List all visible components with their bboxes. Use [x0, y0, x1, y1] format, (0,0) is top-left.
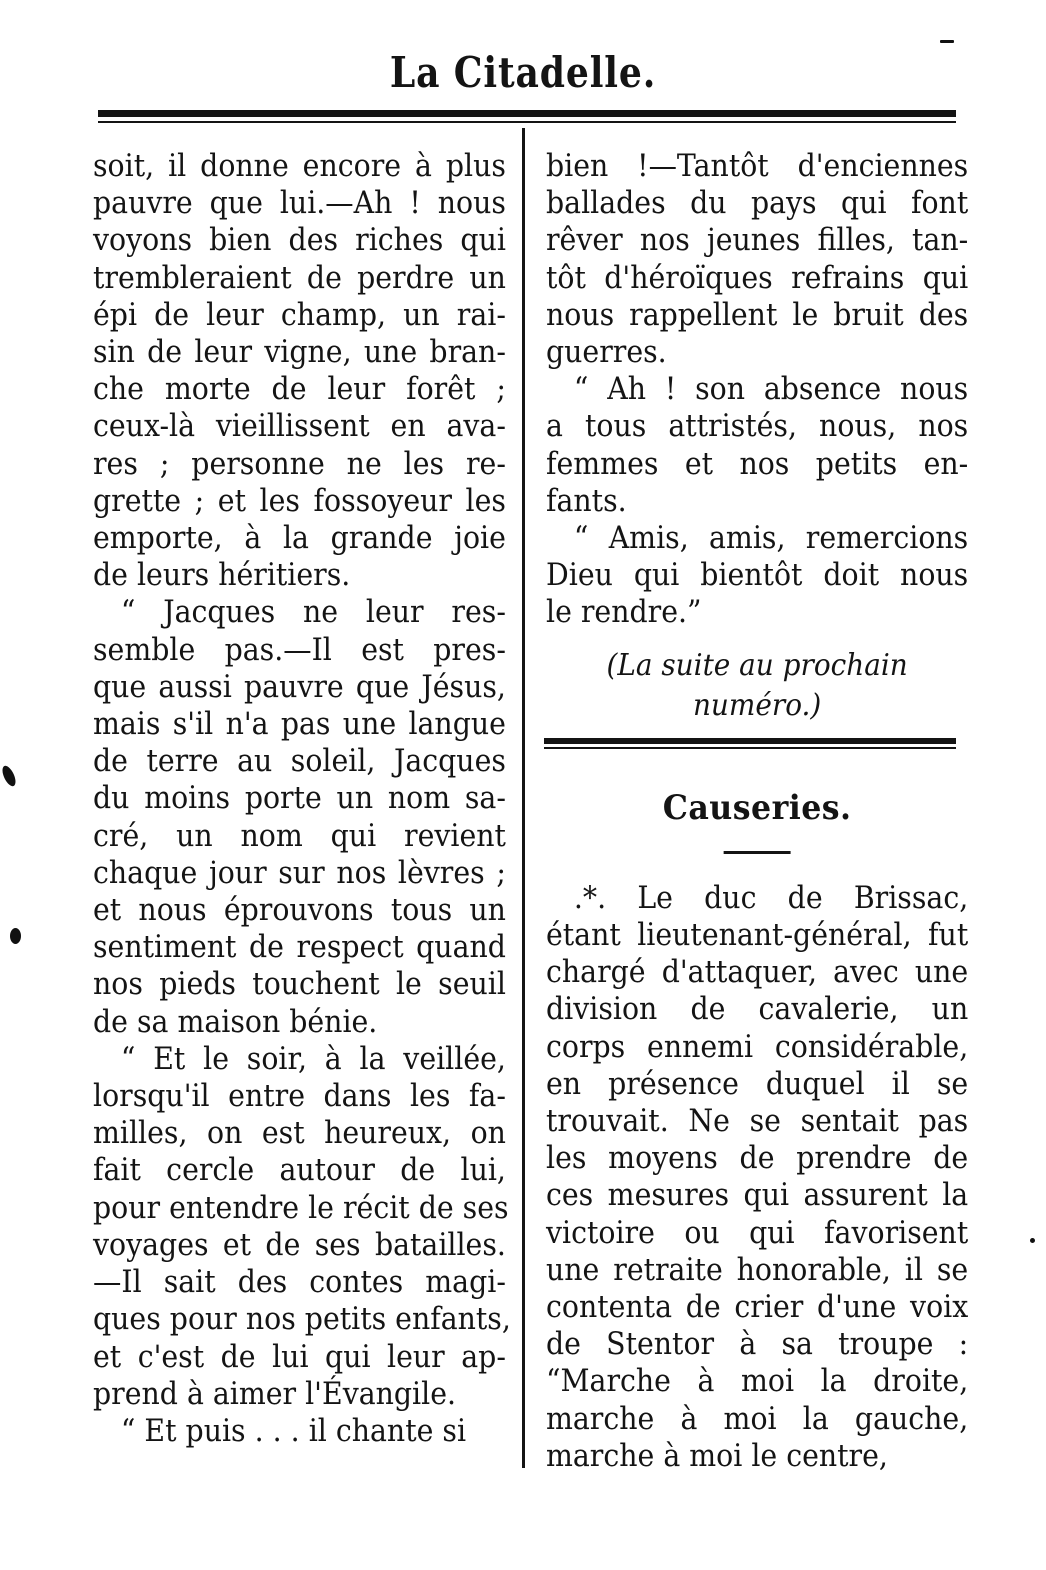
text-line: a tous attristés, nous, nos — [546, 409, 969, 445]
text-line: de Stentor à sa troupe : — [546, 1327, 969, 1363]
text-line: division de cavalerie, un — [546, 992, 969, 1028]
paragraph — [93, 594, 506, 1040]
text-line: mais s'il n'a pas une langue — [93, 707, 506, 743]
text-line: prend à aimer l'Évangile. — [93, 1376, 457, 1412]
text-line: nous rappellent le bruit des — [546, 297, 969, 333]
continuation-note-line: numéro.) — [692, 687, 822, 723]
text-line: lorsqu'il entre dans les fa- — [93, 1079, 506, 1115]
scan-speck — [940, 40, 954, 43]
section-divider — [724, 851, 791, 854]
text-line: et nous éprouvons tous un — [93, 893, 506, 929]
text-line: pour entendre le récit de ses — [93, 1190, 509, 1226]
masthead-title: La Citadelle. — [389, 48, 657, 97]
text-line: rêver nos jeunes filles, tan- — [546, 223, 969, 259]
text-line: ces mesures qui assurent la — [546, 1178, 969, 1214]
section-title: Causeries. — [662, 787, 852, 828]
text-line: milles, on est heureux, on — [93, 1116, 506, 1152]
text-line: voyons bien des riches qui — [93, 223, 506, 259]
text-line: trouvait. Ne se sentait pas — [546, 1104, 969, 1140]
text-line: voyages et de ses batailles. — [93, 1227, 506, 1263]
paragraph — [93, 148, 506, 594]
text-line: corps ennemi considérable, — [546, 1029, 969, 1065]
text-line: “ Et le soir, à la veillée, — [120, 1041, 506, 1077]
text-line: du moins porte un nom sa- — [93, 781, 506, 817]
text-line: de leurs héritiers. — [93, 558, 351, 594]
text-line: fants. — [546, 483, 627, 519]
text-line: trembleraient de perdre un — [93, 260, 506, 296]
text-line: femmes et nos petits en- — [546, 446, 969, 482]
text-line: chaque jour sur nos lèvres ; — [93, 855, 506, 891]
text-line: “ Amis, amis, remercions — [573, 521, 969, 557]
paragraph — [93, 1041, 511, 1413]
text-line: bien !—Tantôt d'enciennes — [546, 149, 969, 184]
text-line: semble pas.—Il est pres- — [93, 632, 506, 668]
text-line: nos pieds touchent le seuil — [93, 967, 506, 1003]
text-line: victoire ou qui favorisent — [546, 1215, 969, 1251]
text-line: contenta de crier d'une voix — [546, 1290, 969, 1326]
text-line: tôt d'héroïques refrains qui — [546, 260, 969, 296]
text-line: marche à moi la gauche, — [546, 1401, 969, 1437]
continuation-note-line: (La suite au prochain — [606, 647, 908, 683]
text-line: épi de leur champ, un rai- — [93, 297, 506, 333]
scan-speck — [0, 764, 18, 788]
text-line: sentiment de respect quand — [93, 930, 506, 966]
text-line: marche à moi le centre, — [546, 1438, 888, 1474]
left-column — [93, 148, 511, 1450]
text-line: res ; personne ne les re- — [93, 446, 506, 482]
right-column — [546, 148, 968, 1475]
paragraph — [546, 148, 968, 371]
paragraph — [546, 520, 968, 632]
paragraph — [93, 1413, 506, 1450]
scan-speck — [10, 928, 21, 944]
text-line: “ Et puis . . . il chante si — [120, 1413, 467, 1449]
text-line: —Il sait des contes magi- — [93, 1265, 506, 1301]
text-line: .*. Le duc de Brissac, — [573, 880, 969, 916]
text-line: le rendre.” — [546, 595, 702, 631]
text-line: ceux-là vieillissent en ava- — [93, 409, 506, 445]
header-rule-thick — [98, 110, 956, 117]
text-line: cré, un nom qui revient — [93, 818, 506, 854]
text-line: que aussi pauvre que Jésus, — [93, 669, 506, 705]
text-line: une retraite honorable, il se — [546, 1252, 969, 1288]
text-line: et c'est de lui qui leur ap- — [93, 1339, 506, 1375]
text-line: grette ; et les fossoyeur les — [93, 483, 506, 519]
text-line: guerres. — [546, 335, 667, 371]
text-line: en présence duquel il se — [546, 1066, 969, 1102]
text-line: de terre au soleil, Jacques — [93, 744, 506, 780]
text-line: de sa maison bénie. — [93, 1004, 378, 1040]
text-line: sin de leur vigne, une bran- — [93, 335, 506, 371]
paragraph — [546, 371, 968, 520]
continuation-note — [546, 646, 968, 726]
text-line: “ Ah ! son absence nous — [573, 372, 969, 408]
text-line: ques pour nos petits enfants, — [93, 1302, 511, 1338]
text-line: “ Jacques ne leur res- — [120, 595, 506, 631]
text-line: Dieu qui bientôt doit nous — [546, 558, 969, 594]
scan-speck — [1030, 1238, 1035, 1243]
header-rule-thin — [98, 121, 956, 123]
text-line: chargé d'attaquer, avec une — [546, 955, 969, 991]
paragraph — [546, 880, 968, 1475]
text-line: che morte de leur forêt ; — [93, 372, 506, 408]
text-line: étant lieutenant-général, fut — [546, 918, 969, 954]
text-line: emporte, à la grande joie — [93, 521, 506, 557]
text-line: soit, il donne encore à plus — [93, 149, 506, 184]
text-line: fait cercle autour de lui, — [93, 1153, 506, 1189]
column-divider — [522, 128, 525, 1468]
text-line: ballades du pays qui font — [546, 186, 969, 222]
text-line: pauvre que lui.—Ah ! nous — [93, 186, 506, 222]
text-line: “Marche à moi la droite, — [546, 1364, 969, 1400]
text-line: les moyens de prendre de — [546, 1141, 969, 1177]
